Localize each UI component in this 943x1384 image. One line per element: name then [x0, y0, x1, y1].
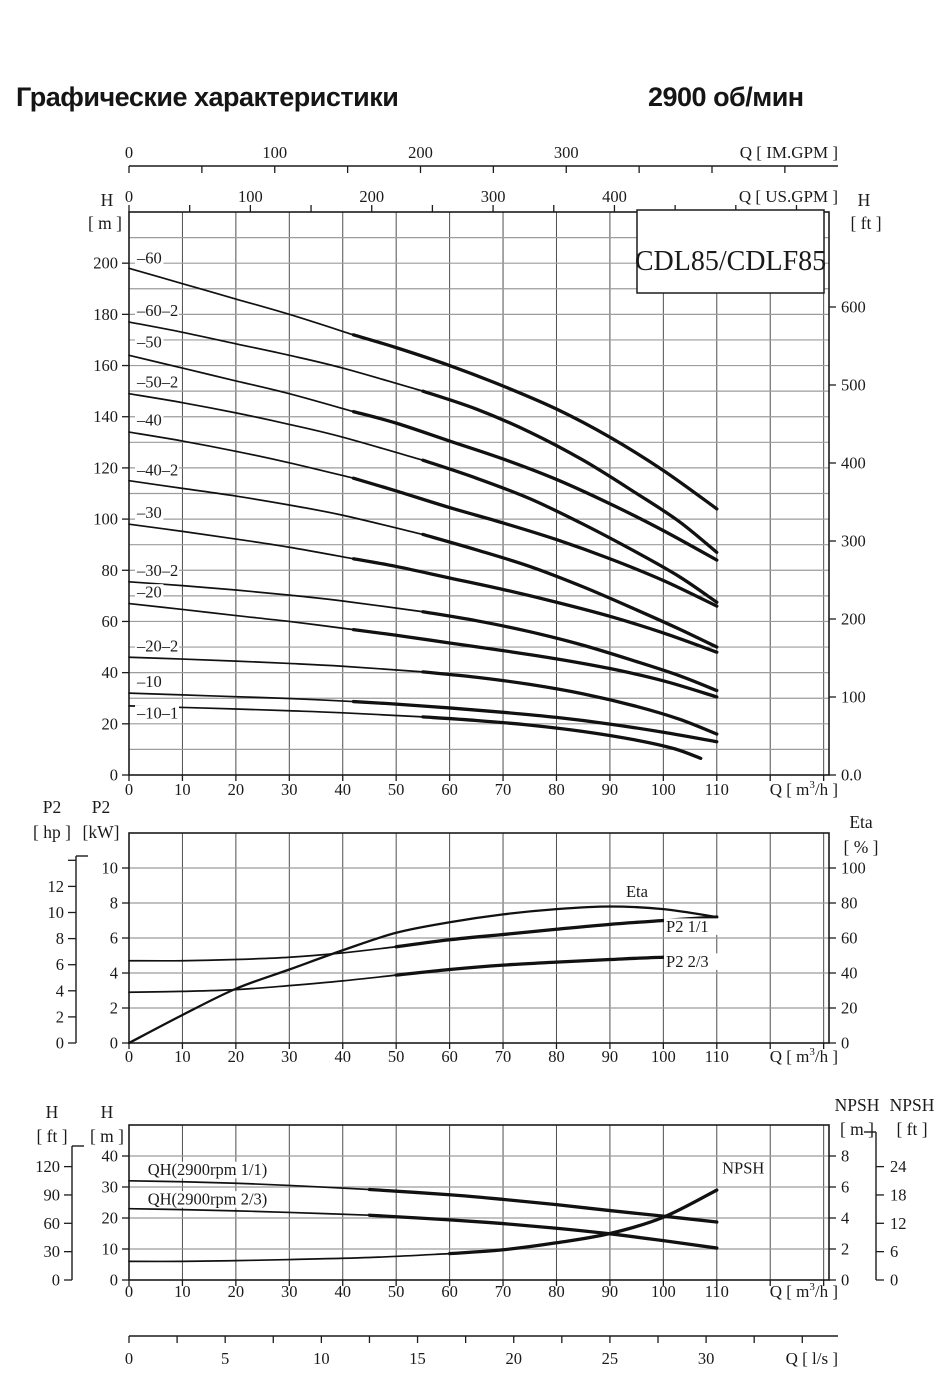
right-tick-label: 40	[841, 963, 858, 983]
y-tick-label: 4	[109, 963, 118, 983]
p2-hp-axis-label: 0	[55, 1033, 64, 1053]
im-gpm-axis-label: 200	[408, 143, 433, 162]
label-curve--20: –20	[137, 582, 162, 602]
p2-hp-axis-label: 4	[55, 981, 64, 1001]
ls-axis-label: 30	[697, 1349, 715, 1368]
curve--10	[353, 702, 716, 742]
x-tick-label: 110	[704, 780, 729, 799]
label-curve--40: –40	[137, 410, 162, 430]
axis-header: [ ft ]	[36, 1126, 68, 1146]
y-tick-label: 8	[109, 893, 118, 913]
speed-label: 2900 об/мин	[648, 82, 804, 112]
right-tick-label: 4	[841, 1208, 850, 1228]
right-tick-label: 500	[841, 375, 866, 395]
x-tick-label: 50	[387, 1047, 405, 1066]
label-curve--60: –60	[137, 248, 162, 268]
curve-eta	[129, 907, 717, 1044]
x-tick-label: 60	[441, 1047, 458, 1066]
x-tick-label: 50	[387, 780, 405, 799]
label-curve--20-2: –20–2	[137, 636, 179, 656]
p2-hp-axis-label: 2	[55, 1007, 64, 1027]
y-tick-label: 160	[93, 356, 118, 376]
npsh-ft-axis-label: 24	[890, 1157, 907, 1177]
label-curve-qh-11: QH(2900rpm 1/1)	[147, 1160, 268, 1180]
x-tick-label: 100	[650, 1047, 676, 1066]
curve--40	[353, 478, 716, 606]
ls-axis-label: 0	[124, 1349, 134, 1368]
x-tick-label: 10	[174, 780, 191, 799]
ls-axis-label: 25	[601, 1349, 619, 1368]
right-tick-label: 0	[841, 1270, 850, 1290]
right-tick-label: 2	[841, 1239, 850, 1259]
x-tick-label: 40	[334, 780, 351, 799]
right-tick-label: 400	[841, 453, 866, 473]
page-title: Графические характеристики	[16, 82, 399, 112]
axis-header: [kW]	[82, 822, 120, 842]
x-tick-label: 0	[124, 780, 134, 799]
h-ft-axis-label: 120	[35, 1157, 60, 1177]
x-tick-label: 100	[650, 780, 676, 799]
x-tick-label: 60	[441, 1282, 458, 1301]
x-tick-label: 100	[650, 1282, 676, 1301]
y-tick-label: 100	[93, 509, 118, 529]
y-tick-label: 0	[109, 1033, 118, 1053]
y-tick-label: 140	[93, 407, 118, 427]
label-curve--50-2: –50–2	[137, 372, 179, 392]
y-tick-label: 10	[101, 1239, 118, 1259]
p2-hp-axis-label: 8	[55, 929, 64, 949]
npsh-ft-axis-label: 6	[890, 1242, 899, 1262]
ls-axis-label: 20	[505, 1349, 522, 1368]
us-gpm-axis-label: 100	[237, 187, 263, 206]
model-label: CDL85/CDLF85	[634, 246, 827, 277]
curve--30-2	[129, 582, 423, 612]
curve--20	[129, 604, 353, 630]
us-gpm-axis-label: 300	[480, 187, 506, 206]
right-tick-label: 8	[841, 1146, 850, 1166]
npsh-ft-axis-label: 18	[890, 1185, 907, 1205]
right-tick-label: 0	[841, 1033, 850, 1053]
curve--30-2	[423, 612, 717, 691]
h-ft-axis-label: 30	[43, 1242, 60, 1262]
curve-qh-23	[129, 1209, 369, 1216]
p2-hp-axis-label: 10	[47, 903, 64, 923]
axis-header: H	[100, 190, 114, 210]
curve-p2-11	[129, 947, 396, 961]
label-curve--10: –10	[137, 672, 162, 692]
h-ft-axis-label: 90	[43, 1185, 60, 1205]
label-curve-qh-23: QH(2900rpm 2/3)	[147, 1189, 268, 1209]
curve--30	[129, 524, 353, 559]
right-tick-label: 0.0	[841, 765, 862, 785]
label-curve--40-2: –40–2	[137, 460, 179, 480]
ls-axis-label: 15	[409, 1349, 426, 1368]
y-tick-label: 180	[93, 304, 118, 324]
x-tick-label: 60	[441, 780, 458, 799]
curve--60	[353, 335, 716, 509]
label-curve--30-2: –30–2	[137, 561, 179, 581]
axis-header: Eta	[849, 812, 873, 832]
x-tick-label: 0	[124, 1282, 134, 1301]
curve-qh-11	[129, 1181, 369, 1190]
x-axis-unit: Q [ $m^3/h$ ]	[769, 1281, 838, 1301]
x-tick-label: 80	[548, 1282, 565, 1301]
y-tick-label: 20	[101, 714, 118, 734]
y-tick-label: 6	[109, 928, 118, 948]
x-tick-label: 80	[548, 1047, 565, 1066]
y-tick-label: 80	[101, 560, 118, 580]
y-tick-label: 40	[101, 1146, 118, 1166]
y-tick-label: 20	[101, 1208, 118, 1228]
x-tick-label: 30	[281, 780, 298, 799]
axis-header: [ % ]	[843, 837, 879, 857]
us-gpm-axis-label: 0	[124, 187, 134, 206]
right-tick-label: 100	[841, 687, 866, 707]
label-curve-p2-23: P2 2/3	[666, 951, 709, 971]
x-tick-label: 90	[601, 1282, 619, 1301]
us-gpm-axis-label: 200	[359, 187, 385, 206]
x-tick-label: 30	[281, 1047, 298, 1066]
curve--50-2	[129, 394, 423, 461]
x-tick-label: 90	[601, 1047, 619, 1066]
curve--40-2	[423, 534, 717, 647]
curve--10	[129, 693, 353, 701]
chart-qh-main	[88, 143, 882, 799]
y-tick-label: 30	[101, 1177, 118, 1197]
y-tick-label: 120	[93, 458, 118, 478]
x-tick-label: 70	[494, 1282, 512, 1301]
y-tick-label: 40	[101, 663, 118, 683]
h-ft-axis-label: 60	[43, 1213, 60, 1233]
axis-header: [ ft ]	[850, 213, 882, 233]
chart-power	[33, 797, 878, 1066]
x-tick-label: 20	[227, 1282, 245, 1301]
x-tick-label: 110	[704, 1047, 729, 1066]
p2-hp-axis-label: 6	[55, 955, 64, 975]
x-tick-label: 30	[281, 1282, 298, 1301]
x-tick-label: 40	[334, 1282, 351, 1301]
axis-header: NPSH	[889, 1095, 935, 1115]
y-tick-label: 2	[109, 998, 118, 1018]
axis-header: P2	[91, 797, 111, 817]
x-tick-label: 90	[601, 780, 619, 799]
x-tick-label: 70	[494, 1047, 512, 1066]
x-tick-label: 40	[334, 1047, 351, 1066]
axis-header: [ m ]	[839, 1119, 875, 1139]
label-curve--60-2: –60–2	[137, 301, 179, 321]
axis-header: [ ft ]	[896, 1119, 928, 1139]
x-tick-label: 80	[548, 780, 565, 799]
im-gpm-axis-label: 300	[553, 143, 579, 162]
label-curve--10-1: –10–1	[137, 703, 179, 723]
axis-header: H	[45, 1102, 59, 1122]
curve--40-2	[129, 481, 423, 535]
axis-header: [ m ]	[89, 1126, 125, 1146]
y-tick-label: 0	[109, 1270, 118, 1290]
us-gpm-axis-label: 400	[602, 187, 627, 206]
axis-header: H	[100, 1102, 114, 1122]
x-tick-label: 110	[704, 1282, 729, 1301]
axis-header: P2	[42, 797, 62, 817]
right-tick-label: 80	[841, 893, 858, 913]
label-curve-p2-11: P2 1/1	[666, 916, 709, 936]
right-tick-label: 200	[841, 609, 866, 629]
x-tick-label: 50	[387, 1282, 405, 1301]
p2-hp-axis-label: 12	[47, 876, 64, 896]
npsh-ft-axis-label: 12	[890, 1213, 907, 1233]
label-curve-eta: Eta	[625, 881, 648, 901]
curve--10-1	[423, 717, 701, 758]
axis-header: NPSH	[834, 1095, 880, 1115]
x-tick-label: 10	[174, 1047, 191, 1066]
label-curve-npsh: NPSH	[722, 1158, 765, 1178]
right-tick-label: 6	[841, 1177, 850, 1197]
ls-axis-label: 5	[221, 1349, 230, 1368]
right-tick-label: 100	[841, 858, 866, 878]
im-gpm-axis-label: 0	[124, 143, 134, 162]
x-tick-label: 10	[174, 1282, 191, 1301]
h-ft-axis-label: 0	[51, 1270, 60, 1290]
axis-header: [ m ]	[87, 213, 123, 233]
y-tick-label: 200	[93, 253, 118, 273]
x-axis-unit: Q [ $m^3/h$ ]	[769, 1046, 838, 1066]
axis-header: [ hp ]	[33, 822, 71, 842]
axis-header: H	[857, 190, 871, 210]
chart-npsh	[35, 1095, 934, 1368]
right-tick-label: 600	[841, 297, 866, 317]
right-tick-label: 300	[841, 531, 866, 551]
curve--20-2	[423, 672, 717, 734]
x-tick-label: 0	[124, 1047, 134, 1066]
x-tick-label: 20	[227, 1047, 245, 1066]
x-axis-unit: Q [ $m^3/h$ ]	[769, 779, 838, 799]
npsh-ft-axis-label: 0	[890, 1270, 899, 1290]
im-gpm-axis-label: 100	[262, 143, 288, 162]
right-tick-label: 60	[841, 928, 858, 948]
y-tick-label: 60	[101, 611, 118, 631]
y-tick-label: 0	[109, 765, 118, 785]
label-curve--50: –50	[137, 332, 162, 352]
ls-axis-unit: Q [ l/s ]	[785, 1349, 838, 1368]
curve--20-2	[129, 657, 423, 672]
ls-axis-label: 10	[313, 1349, 330, 1368]
right-tick-label: 20	[841, 998, 858, 1018]
im-gpm-axis-unit: Q [ IM.GPM ]	[739, 143, 838, 162]
y-tick-label: 10	[101, 858, 118, 878]
us-gpm-axis-unit: Q [ US.GPM ]	[738, 187, 838, 206]
label-curve--30: –30	[137, 502, 162, 522]
x-tick-label: 20	[227, 780, 245, 799]
x-tick-label: 70	[494, 780, 512, 799]
